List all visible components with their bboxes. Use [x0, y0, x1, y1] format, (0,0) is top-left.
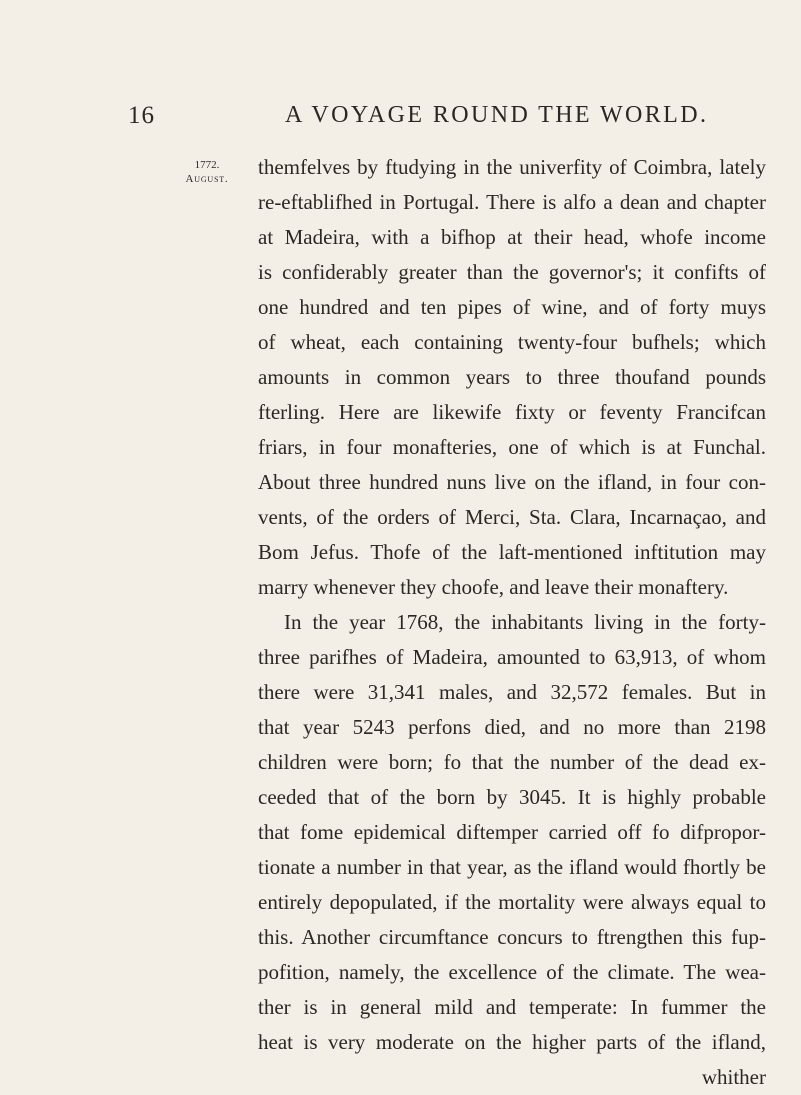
text-line: marry whenever they choofe, and leave their monaftery.	[258, 575, 729, 599]
text-line: About three hundred nuns live on the ifland, in four con-	[258, 470, 766, 494]
page-header	[0, 102, 801, 138]
text-line: heat is very moderate on the higher parts of the ifland,	[258, 1030, 766, 1054]
text-line: children were born; fo that the number of the dead ex-	[258, 750, 766, 774]
text-line: amounts in common years to three thoufand pounds	[258, 365, 766, 389]
text-line: vents, of the orders of Merci, Sta. Clara, Incarnaçao, and	[258, 505, 766, 529]
text-line: In the year 1768, the inhabitants living in the forty-	[284, 610, 766, 634]
catchword: whither	[701, 1065, 766, 1089]
margin-note	[168, 158, 246, 186]
text-line: re-eftablifhed in Portugal. There is alfo a dean and chapter	[258, 190, 766, 214]
running-title: A VOYAGE ROUND THE WORLD.	[285, 102, 709, 128]
text-line: ceeded that of the born by 3045. It is highly probable	[258, 785, 766, 809]
text-line: three parifhes of Madeira, amounted to 63,913, of whom	[258, 645, 766, 669]
text-line: is confiderably greater than the governor's; it confifts of	[258, 260, 766, 284]
text-line: themfelves by ftudying in the univerfity of Coimbra, lately	[258, 155, 766, 179]
text-line: ther is in general mild and temperate: In fummer the	[258, 995, 766, 1019]
text-line: one hundred and ten pipes of wine, and of forty muys	[258, 295, 766, 319]
page-number: 16	[128, 102, 155, 129]
text-line: entirely depopulated, if the mortality were always equal to	[258, 890, 766, 914]
body-text	[258, 150, 766, 1095]
text-line: this. Another circumftance concurs to ftrengthen this fup-	[258, 925, 766, 949]
text-line: tionate a number in that year, as the ifland would fhortly be	[258, 855, 766, 879]
text-line: pofition, namely, the excellence of the climate. The wea-	[258, 960, 766, 984]
text-line: at Madeira, with a bifhop at their head, whofe income	[258, 225, 766, 249]
text-line: of wheat, each containing twenty-four bufhels; which	[258, 330, 766, 354]
text-line: friars, in four monafteries, one of which is at Funchal.	[258, 435, 766, 459]
margin-month: August.	[185, 173, 229, 185]
margin-year: 1772.	[194, 159, 220, 171]
text-line: there were 31,341 males, and 32,572 females. But in	[258, 680, 766, 704]
text-line: fterling. Here are likewife fixty or feventy Francifcan	[258, 400, 766, 424]
text-line: Bom Jefus. Thofe of the laft-mentioned inftitution may	[258, 540, 766, 564]
text-line: that year 5243 perfons died, and no more than 2198	[258, 715, 766, 739]
text-line: that fome epidemical diftemper carried off fo difpropor-	[258, 820, 766, 844]
